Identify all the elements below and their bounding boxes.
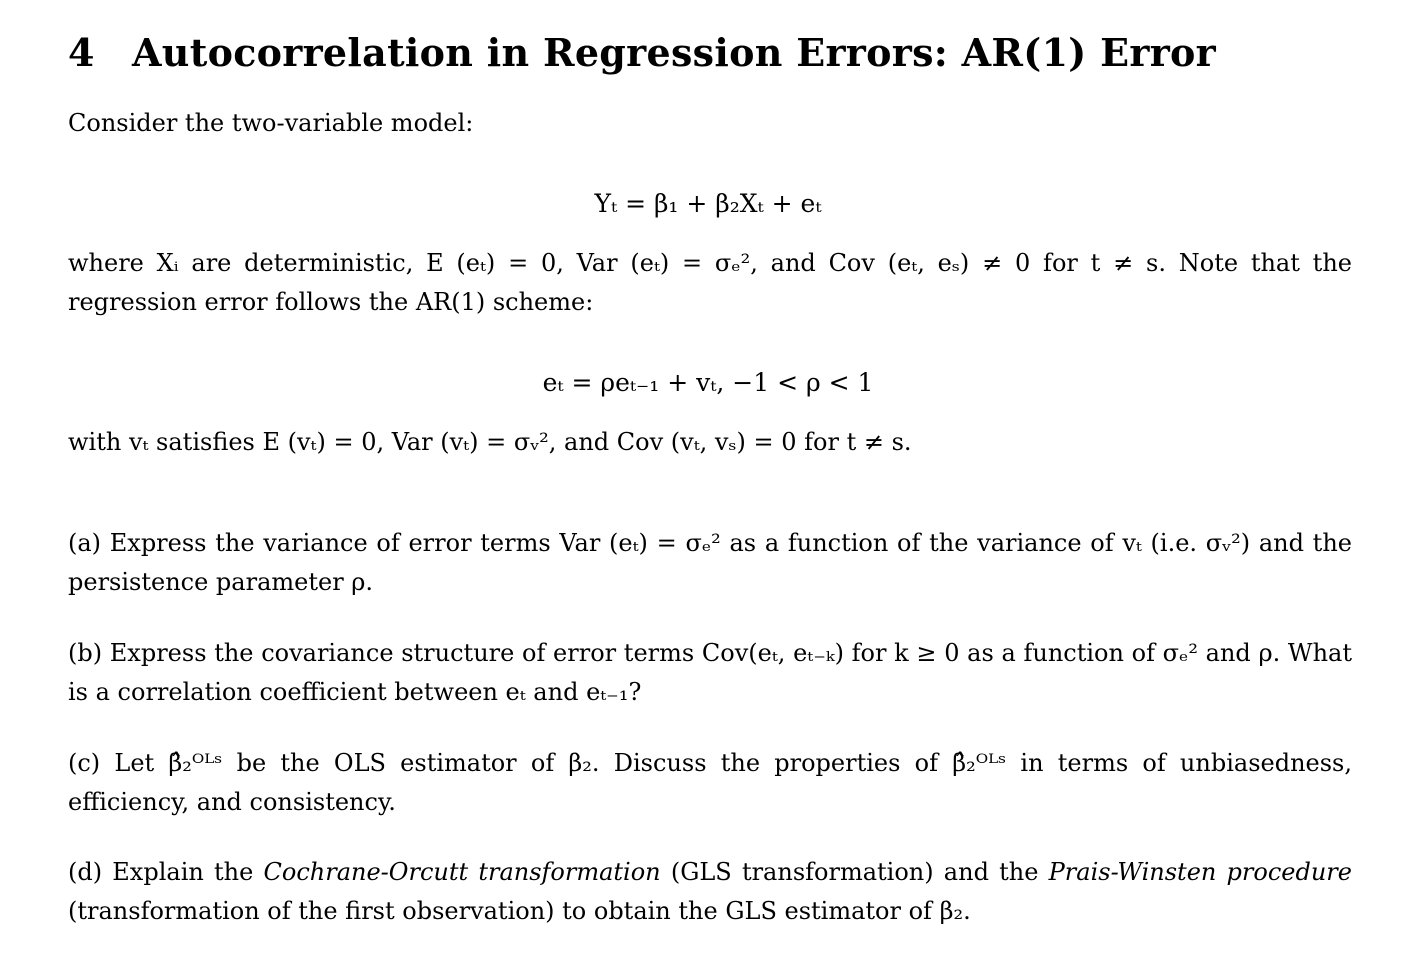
prais-winsten-term: Prais-Winsten procedure [1048, 858, 1352, 886]
question-d-middle: (GLS transformation) and the [660, 858, 1049, 886]
model-equation: Yₜ = β₁ + β₂Xₜ + eₜ [594, 189, 822, 218]
question-d [68, 853, 1352, 931]
question-d-end: (transformation of the first observation) to obtain the GLS estimator of β₂. [68, 897, 971, 925]
cochrane-orcutt-term: Cochrane-Orcutt transformation [263, 858, 661, 886]
question-c: (c) Let β̂₂ᴼᴸˢ be the OLS estimator of β₂. Discuss the properties of β̂₂ᴼᴸˢ in terms of unbiasedness, efficiency, and consistency. [68, 749, 1352, 816]
assumptions-text: where Xᵢ are deterministic, E (eₜ) = 0, Var (eₜ) = σₑ², and Cov (eₜ, eₛ) ≠ 0 for t ≠ s. Note that the regression error follows the AR(1) scheme: [68, 249, 1352, 316]
question-a: (a) Express the variance of error terms Var (eₜ) = σₑ² as a function of the variance of vₜ (i.e. σᵥ²) and the persistence parameter ρ. [68, 529, 1352, 596]
question-d-intro: (d) Explain the [68, 858, 264, 886]
intro-text: Consider the two-variable model: [68, 109, 474, 137]
section-heading [68, 30, 1216, 75]
section-title: Autocorrelation in Regression Errors: AR(1) Error [132, 30, 1216, 75]
ar1-equation: eₜ = ρeₜ₋₁ + vₜ, −1 < ρ < 1 [542, 368, 874, 397]
section-number: 4 [68, 30, 95, 75]
error-assumptions-text: with vₜ satisfies E (vₜ) = 0, Var (vₜ) = σᵥ², and Cov (vₜ, vₛ) = 0 for t ≠ s. [68, 428, 912, 456]
question-b: (b) Express the covariance structure of error terms Cov(eₜ, eₜ₋ₖ) for k ≥ 0 as a function of σₑ² and ρ. What is a correlation coefficient between eₜ and eₜ₋₁? [68, 639, 1352, 706]
